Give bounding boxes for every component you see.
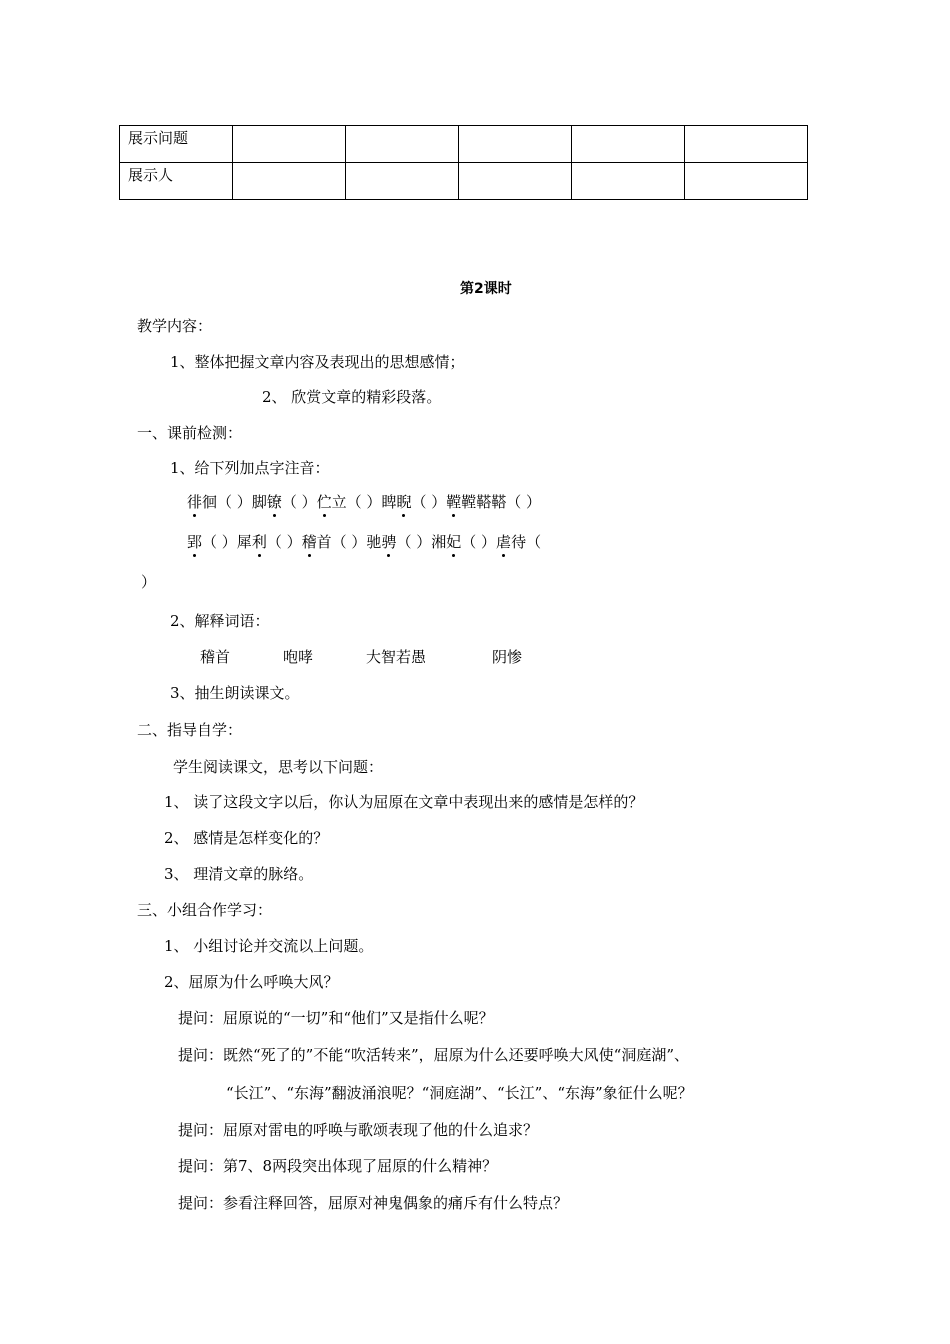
dotted-char: 镣 (266, 493, 282, 511)
term-item: 稽首 (200, 648, 231, 666)
question-prompt: 提问：屈原说的“一切”和“他们”又是指什么呢？ (178, 1009, 494, 1027)
dotted-char: 稽 (301, 533, 317, 551)
list-item: 2、屈原为什么呼唤大风？ (164, 973, 339, 991)
table-cell (459, 126, 572, 163)
table-cell (572, 163, 685, 200)
table-row-label: 展示问题 (120, 126, 233, 163)
answer-blank: （ ） (461, 533, 497, 551)
term-item: 阴惨 (492, 648, 523, 666)
dotted-char: 虐 (496, 533, 512, 551)
dotted-char: 睨 (396, 493, 412, 511)
word-part: 犀 (236, 533, 252, 551)
question-prompt: 提问：屈原对雷电的呼唤与歌颂表现了他的什么追求？ (178, 1121, 539, 1139)
dotted-char: 骋 (381, 533, 397, 551)
table-cell (572, 126, 685, 163)
table-row-label: 展示人 (120, 163, 233, 200)
question-label: 1、给下列加点字注音： (170, 459, 330, 477)
question-label: 3、抽生朗读课文。 (170, 684, 300, 702)
answer-blank: （ ） (346, 493, 382, 511)
answer-blank-tail: ） (141, 573, 157, 591)
content-item: 1、整体把握文章内容及表现出的思想感情； (170, 353, 465, 371)
question-prompt: 提问：参看注释回答，屈原对神鬼偶象的痛斥有什么特点？ (178, 1194, 569, 1212)
section-heading: 三、小组合作学习： (137, 901, 273, 919)
answer-blank: （ ） (396, 533, 432, 551)
table-row (120, 126, 808, 163)
list-item: 1、 小组讨论并交流以上问题。 (164, 937, 374, 955)
display-table (119, 125, 808, 200)
answer-blank: （ ） (411, 493, 447, 511)
word-part: 驰 (366, 533, 382, 551)
section-heading: 二、指导自学： (137, 721, 243, 739)
pinyin-row (187, 495, 541, 510)
list-item: 3、 理清文章的脉络。 (164, 865, 314, 883)
content-heading: 教学内容： (137, 317, 213, 335)
content-item: 2、 欣赏文章的精彩段落。 (262, 388, 442, 406)
dotted-char: 伫 (316, 493, 332, 511)
list-item: 2、 感情是怎样变化的？ (164, 829, 329, 847)
word-part: 湘 (431, 533, 447, 551)
answer-blank: （ (526, 533, 542, 551)
dotted-char: 鞺 (446, 493, 462, 511)
word-part: 首 (316, 533, 332, 551)
list-item: 1、 读了这段文字以后，你认为屈原在文章中表现出来的感情是怎样的？ (164, 793, 644, 811)
paragraph: 学生阅读课文，思考以下问题： (173, 758, 384, 776)
table-cell (346, 126, 459, 163)
answer-blank: （ ） (331, 533, 367, 551)
table-cell (233, 163, 346, 200)
question-prompt: 提问：既然“死了的”不能“吹活转来”，屈原为什么还要呼唤大风使“洞庭湖”、 (178, 1046, 690, 1064)
question-prompt: 提问：第7、8两段突出体现了屈原的什么精神？ (178, 1157, 498, 1175)
answer-blank: （ ） (506, 493, 542, 511)
term-list (200, 650, 600, 670)
table-row (120, 163, 808, 200)
table-cell (233, 126, 346, 163)
answer-blank: （ ） (217, 493, 252, 511)
lesson-title: 第2课时 (460, 281, 512, 297)
word-part: 脚 (251, 493, 267, 511)
answer-blank: （ ） (202, 533, 237, 551)
word-part: 鞺鞳鞳 (461, 493, 507, 511)
term-item: 大智若愚 (366, 648, 427, 666)
answer-blank: （ ） (266, 533, 302, 551)
table-cell (685, 163, 808, 200)
table-cell (685, 126, 808, 163)
dotted-char: 徘 (187, 493, 203, 511)
answer-blank: （ ） (281, 493, 317, 511)
pinyin-row (187, 535, 541, 550)
table-cell (459, 163, 572, 200)
question-label: 2、解释词语： (170, 612, 270, 630)
word-part: 睥 (381, 493, 397, 511)
word-part: 待 (511, 533, 527, 551)
term-item: 咆哮 (283, 648, 314, 666)
word-part: 徊 (202, 493, 218, 511)
word-part: 立 (331, 493, 347, 511)
section-heading: 一、课前检测： (137, 424, 243, 442)
dotted-char: 郢 (187, 533, 203, 551)
dotted-char: 妃 (446, 533, 462, 551)
table-cell (346, 163, 459, 200)
question-prompt-continued: “长江”、“东海”翻波涌浪呢？“洞庭湖”、“长江”、“东海”象征什么呢？ (226, 1084, 693, 1102)
dotted-char: 利 (251, 533, 267, 551)
